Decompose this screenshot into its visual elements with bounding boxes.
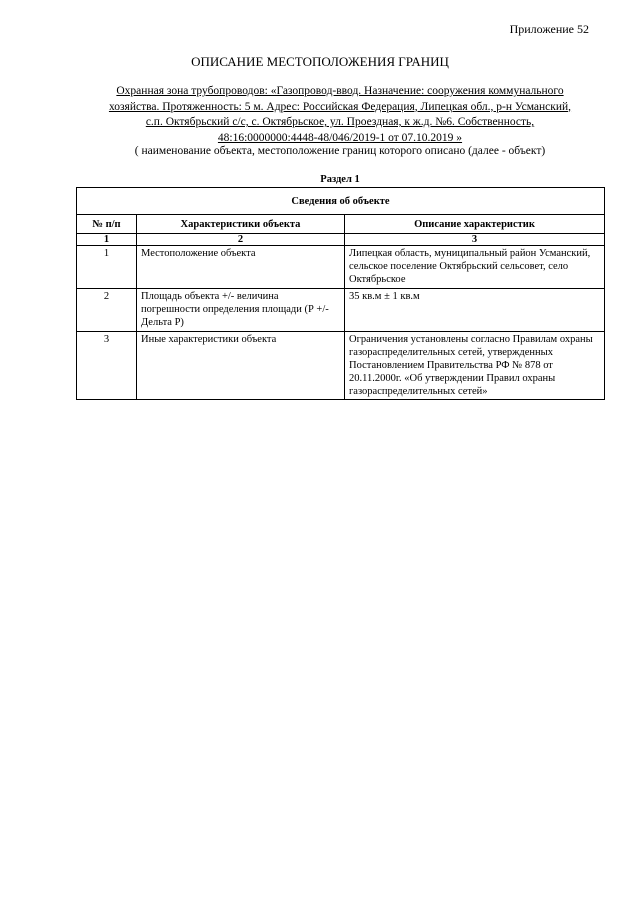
- column-header-description: Описание характеристик: [345, 215, 605, 234]
- table-row: [77, 289, 605, 332]
- row-description: Липецкая область, муниципальный район Усманский, сельское поселение Октябрьский сельсовет, село Октябрьское: [345, 246, 605, 289]
- document-title: ОПИСАНИЕ МЕСТОПОЛОЖЕНИЯ ГРАНИЦ: [191, 54, 449, 69]
- column-number: 1: [77, 234, 137, 246]
- object-description-line: с.п. Октябрьский с/с, с. Октябрьское, ул. Проездная, к ж.д. №6. Собственность,: [145, 116, 535, 128]
- column-header-number: № п/п: [77, 215, 137, 234]
- table-row: [77, 246, 605, 289]
- row-characteristic: Местоположение объекта: [137, 246, 345, 289]
- row-number: 3: [77, 332, 137, 400]
- column-number: 3: [345, 234, 605, 246]
- row-characteristic: Площадь объекта +/- величина погрешности определения площади (Р +/- Дельта Р): [137, 289, 345, 332]
- row-characteristic: Иные характеристики объекта: [137, 332, 345, 400]
- object-hint: ( наименование объекта, местоположение границ которого описано (далее - объект): [134, 145, 546, 157]
- object-description-line: хозяйства. Протяженность: 5 м. Адрес: Российская Федерация, Липецкая обл., р-н Усманский,: [108, 100, 572, 113]
- row-number: 2: [77, 289, 137, 332]
- object-description: [70, 84, 610, 146]
- object-info-table: [76, 187, 605, 400]
- row-number: 1: [77, 246, 137, 289]
- table-row: [77, 332, 605, 400]
- appendix-label: Приложение 52: [509, 22, 589, 36]
- row-description: Ограничения установлены согласно Правилам охраны газораспределительных сетей, утвержденных Постановлением Правительства РФ № 878 от 20.11.2000г. «Об утверждении Правил охраны газораспределительных сетей»: [345, 332, 605, 400]
- object-description-line: 48:16:0000000:4448-48/046/2019-1 от 07.10.2019 »: [217, 131, 463, 144]
- column-header-characteristic: Характеристики объекта: [137, 215, 345, 234]
- object-description-line: Охранная зона трубопроводов: «Газопровод-ввод. Назначение: сооружения коммунального: [116, 85, 564, 97]
- table-caption: Сведения об объекте: [77, 188, 605, 215]
- row-description: 35 кв.м ± 1 кв.м: [345, 289, 605, 332]
- section-title: Раздел 1: [320, 174, 360, 185]
- column-number: 2: [137, 234, 345, 246]
